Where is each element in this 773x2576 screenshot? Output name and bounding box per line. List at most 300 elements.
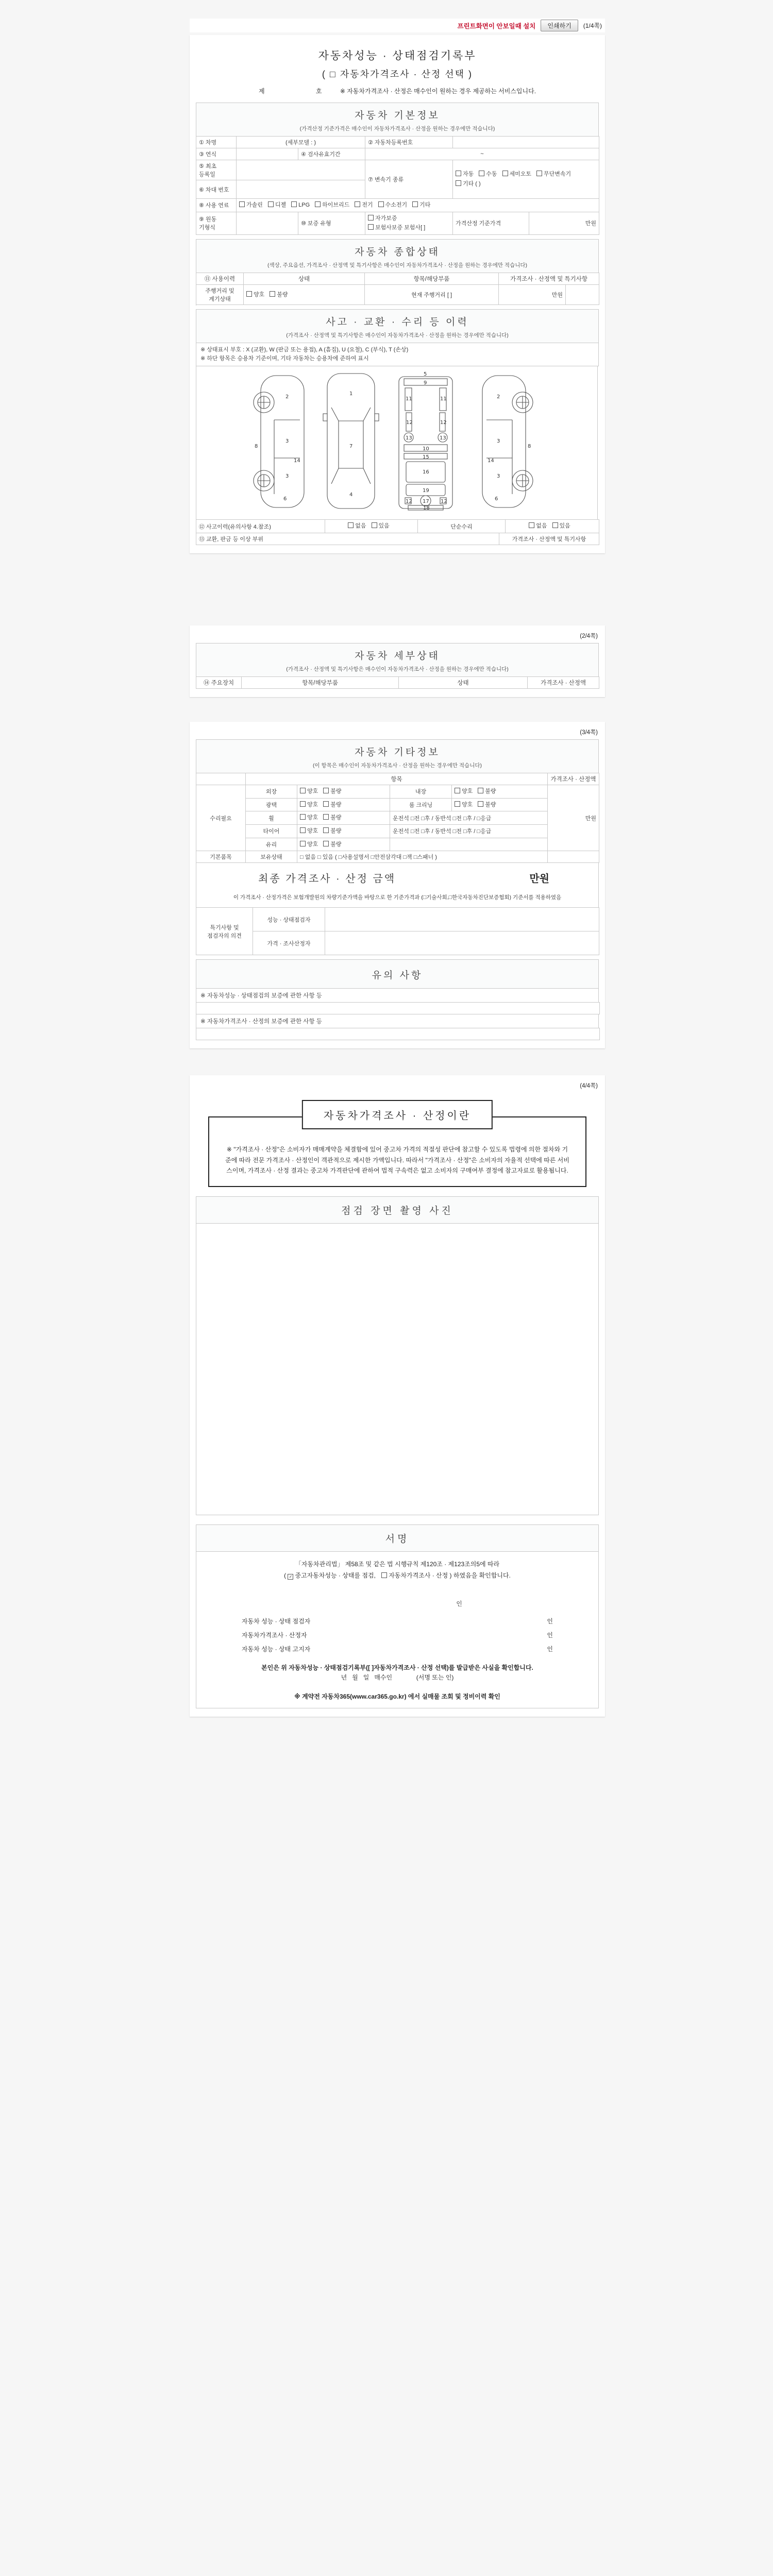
page-number-badge: (1/4쪽) xyxy=(583,22,602,29)
exchange-panel-table xyxy=(196,533,599,545)
checkbox-icon xyxy=(323,827,329,833)
check-option xyxy=(552,521,570,531)
table-row xyxy=(196,137,599,148)
option-group xyxy=(300,802,347,808)
checkbox-icon xyxy=(300,827,306,833)
check-option xyxy=(455,787,473,796)
option-label: 있음 xyxy=(559,523,570,530)
checkbox-icon xyxy=(348,522,354,528)
option-label: 불량 xyxy=(330,815,342,821)
option-group xyxy=(300,841,347,848)
section-note: (색상, 주요옵션, 가격조사 · 산정액 및 특기사항은 매수인이 자동차가격조사 · 산정을 원하는 경우에만 적습니다) xyxy=(267,262,528,269)
option-label: 기타 xyxy=(419,202,431,208)
section-title: 자동차 기본정보 xyxy=(355,110,440,121)
svg-text:13: 13 xyxy=(440,435,446,442)
check-option xyxy=(412,200,430,210)
option-label: 불량 xyxy=(330,788,342,794)
row-label: 성능 · 상태점검자 xyxy=(253,908,325,931)
option-group xyxy=(300,828,347,834)
tire-position-note: 운전석 □전 □후 / 동반석 □전 □후 / □응급 xyxy=(390,824,548,838)
check-option xyxy=(355,200,373,210)
table-row xyxy=(196,520,599,533)
group-label: 수리필요 xyxy=(196,785,246,851)
vin-value xyxy=(237,180,365,199)
checkbox-icon xyxy=(455,801,460,807)
status-options xyxy=(297,824,390,838)
row-label: 주행거리 및 계기상태 xyxy=(196,285,244,305)
year-value xyxy=(237,148,298,160)
simple-repair-options xyxy=(506,520,599,533)
option-group xyxy=(529,523,576,529)
table-row xyxy=(196,811,599,825)
base-price-value: 만원 xyxy=(529,212,599,234)
state-code-legend xyxy=(196,343,599,366)
section-notice-header xyxy=(196,959,599,989)
date-signature-line: 년 월 일 매수인 (서명 또는 인) xyxy=(341,1673,454,1681)
option-group xyxy=(455,788,501,794)
checkbox-icon xyxy=(529,522,534,528)
status-options xyxy=(244,285,365,305)
section-accident-header xyxy=(196,309,599,343)
checkbox-icon xyxy=(378,201,384,207)
signer-label: 자동차 성능 · 상태 점검자 xyxy=(242,1617,311,1625)
svg-text:14: 14 xyxy=(488,458,494,464)
option-label: 불량 xyxy=(277,291,288,298)
fuel-options xyxy=(237,199,599,212)
check-option xyxy=(478,800,496,810)
svg-text:13: 13 xyxy=(406,435,412,442)
svg-text:2: 2 xyxy=(497,394,500,400)
check-option xyxy=(323,826,341,836)
signer-row xyxy=(196,1614,598,1628)
section-detail-header xyxy=(196,643,599,677)
svg-text:3: 3 xyxy=(497,438,500,445)
table-row xyxy=(196,798,599,811)
signature-section-body xyxy=(196,1552,599,1708)
check-option xyxy=(270,290,288,300)
seal-label: 인 xyxy=(547,1631,553,1639)
submodel-field: (세부모델 : ) xyxy=(237,137,365,148)
etc-info-table xyxy=(196,773,599,863)
reg-no-value xyxy=(453,137,599,148)
option-group xyxy=(300,788,347,794)
checkbox-icon xyxy=(456,180,461,186)
price-survey-definition-box xyxy=(208,1110,586,1187)
notes-cell xyxy=(566,285,599,305)
status-options xyxy=(297,838,390,851)
signer-row xyxy=(196,1642,598,1656)
option-group xyxy=(456,171,576,187)
option-label: 양호 xyxy=(462,788,473,794)
svg-text:9: 9 xyxy=(424,380,427,386)
section-basic-info-header xyxy=(196,103,599,137)
signature-law-text xyxy=(196,1559,598,1581)
document-number: 제 호 xyxy=(258,88,325,95)
basic-info-table xyxy=(196,136,599,235)
stock-options: □ 없음 □ 있음 ( □사용설명서 □안전삼각대 □잭 □스패너 ) xyxy=(297,851,548,863)
check-option xyxy=(300,787,318,796)
checkbox-icon xyxy=(270,291,275,297)
final-price-box xyxy=(196,862,599,908)
service-note: ※ 자동차가격조사 · 산정은 매수인이 원하는 경우 제공하는 서비스입니다. xyxy=(340,88,536,95)
inspection-photo-placeholder xyxy=(196,1224,599,1515)
checkbox-icon xyxy=(323,814,329,820)
print-preview-page xyxy=(0,19,773,2576)
checkbox-icon xyxy=(368,224,374,230)
field-label: ⑩ 보증 유형 xyxy=(298,212,365,234)
item-label: 보유상태 xyxy=(246,851,297,863)
print-toolbar xyxy=(190,19,605,32)
signer-row xyxy=(196,1628,598,1642)
option-label: 있음 xyxy=(378,523,390,530)
option-group xyxy=(300,815,347,821)
install-plugin-note: 프린트화면이 안보일때 설치 xyxy=(457,22,536,30)
section-title: 자동차 종합상태 xyxy=(355,247,440,258)
svg-text:15: 15 xyxy=(423,454,429,461)
checkbox-icon xyxy=(456,171,461,176)
table-row xyxy=(196,824,599,838)
section-overall-header xyxy=(196,239,599,273)
buyer-confirm-text: 본인은 위 자동차성능 · 상태점검기록부([ ]자동차가격조사 · 산정 선택)를 발급받은 사실을 확인합니다. xyxy=(261,1664,533,1671)
checkbox-icon xyxy=(323,801,329,807)
option-label: 불량 xyxy=(485,788,496,794)
status-options xyxy=(297,785,390,798)
field-label: ⑨ 원동 기형식 xyxy=(196,212,237,234)
option-label: 양호 xyxy=(307,815,318,821)
checkbox-icon xyxy=(536,171,542,176)
column-header: 가격조사 · 산정액 xyxy=(548,773,599,785)
group-label: 기본품목 xyxy=(196,851,246,863)
svg-text:4: 4 xyxy=(349,492,353,498)
inspector-opinion-table xyxy=(196,907,599,955)
field-label: ① 차명 xyxy=(196,137,237,148)
column-header: 가격조사 · 산정액 및 특기사항 xyxy=(499,273,599,285)
svg-text:12: 12 xyxy=(440,420,447,426)
checkbox-icon xyxy=(502,171,508,176)
check-option xyxy=(315,200,349,210)
check-option xyxy=(529,521,547,531)
item-label: 휠 xyxy=(246,811,297,825)
check-option xyxy=(455,800,473,810)
check-option xyxy=(300,800,318,810)
table-row xyxy=(196,285,599,305)
form-page-3 xyxy=(190,722,605,1048)
first-reg-value xyxy=(237,160,365,180)
option-label: 양호 xyxy=(307,827,318,834)
status-options xyxy=(297,811,390,825)
field-label: ⑦ 변속기 종류 xyxy=(365,160,453,199)
notice-section-b-title: ※ 자동차가격조사 · 산정의 보증에 관한 사항 등 xyxy=(196,1014,599,1028)
table-row xyxy=(196,160,599,180)
check-option xyxy=(300,840,318,850)
check-option xyxy=(323,840,341,850)
column-header: 가격조사 · 산정액 xyxy=(528,676,599,688)
option-group xyxy=(246,292,293,298)
final-price-label: 최종 가격조사 · 산정 금액 xyxy=(258,873,396,885)
svg-text:18: 18 xyxy=(423,505,430,512)
svg-text:3: 3 xyxy=(497,473,500,480)
photo-section-title: 점검 장면 촬영 사진 xyxy=(196,1196,599,1224)
check-option xyxy=(300,826,318,836)
car-diagram-svg xyxy=(232,369,562,514)
check-option xyxy=(378,200,408,210)
svg-text:6: 6 xyxy=(283,496,287,502)
signer-label: 자동차 성능 · 상태 고지자 xyxy=(242,1645,311,1653)
empty-cell xyxy=(390,838,548,851)
option-label: 불량 xyxy=(330,827,342,834)
item-label: 광택 xyxy=(246,798,297,811)
field-label: ④ 검사유효기간 xyxy=(298,148,365,160)
field-label: ⑥ 차대 번호 xyxy=(196,180,237,199)
option-label: 디젤 xyxy=(275,202,287,208)
table-row xyxy=(196,148,599,160)
definition-box-text: ※ "가격조사 · 산정"은 소비자가 매매계약을 체결함에 있어 중고차 가격의 적절성 판단에 참고할 수 있도록 법령에 의한 절차와 기준에 따라 전문 가격조사 · 산정인이 객관적으로 제시한 가액입니다. 따라서 "가격조사 · 산정"은 소비자의 자율적 선택에 따른 서비스이며, 가격조사 · 산정 결과는 중고차 가격판단에 관하여 법적 구속력은 없고 소비자의 구매여부 결정에 참고자료로 활용됩니다. xyxy=(225,1146,569,1175)
svg-text:3: 3 xyxy=(285,473,289,480)
option-label: 수소전기 xyxy=(385,202,408,208)
car365-footer-note: ※ 계약전 자동차365(www.car365.go.kr) 에서 실매물 조회 및 정비이력 확인 xyxy=(294,1692,500,1700)
checkbox-icon xyxy=(291,201,297,207)
column-header: ⑪ 사용이력 xyxy=(196,273,244,285)
law-text: ) 하였음을 확인합니다. xyxy=(448,1572,511,1580)
form-page-1 xyxy=(190,35,605,553)
svg-text:5: 5 xyxy=(424,371,427,378)
field-label: ⑧ 사용 연료 xyxy=(196,199,237,212)
checkbox-icon xyxy=(323,788,329,793)
page-number-badge: (2/4쪽) xyxy=(580,633,598,639)
definition-box-title: 자동차가격조사 · 산정이란 xyxy=(302,1100,493,1129)
legend-line: ※ 하단 항목은 승용차 기준이며, 기타 자동차는 승용차에 준하여 표시 xyxy=(200,355,369,362)
checkbox-icon xyxy=(552,522,558,528)
svg-text:8: 8 xyxy=(528,444,531,450)
option-label: 기타 ( ) xyxy=(463,181,481,187)
column-header: 항목/해당부품 xyxy=(242,676,399,688)
check-option xyxy=(368,214,397,224)
table-header-row xyxy=(196,676,599,688)
section-note: (가격조사 · 산정액 및 특기사항은 매수인이 자동차가격조사 · 산정을 원하는 경우에만 적습니다) xyxy=(286,666,509,672)
law-line xyxy=(196,1570,598,1582)
check-option xyxy=(348,521,366,531)
option-label: 양호 xyxy=(307,788,318,794)
status-options xyxy=(452,798,548,811)
checkbox-icon xyxy=(315,201,321,207)
option-label: 보험사보증 보험사[ ] xyxy=(375,225,426,231)
option-group xyxy=(368,215,430,231)
accident-options xyxy=(325,520,418,533)
check-option xyxy=(372,521,390,531)
check-option xyxy=(456,170,474,179)
law-check-label: 자동차가격조사 · 산정 xyxy=(389,1572,448,1580)
svg-text:10: 10 xyxy=(423,446,429,452)
print-button[interactable]: 인쇄하기 xyxy=(541,20,578,31)
checkbox-icon xyxy=(323,841,329,846)
column-header: ⑬ 교환, 판금 등 이상 부위 xyxy=(196,533,499,545)
table-header-row xyxy=(196,273,599,285)
option-label: 자동 xyxy=(463,171,474,178)
option-label: 가솔린 xyxy=(246,202,263,208)
svg-text:6: 6 xyxy=(495,496,498,502)
car-damage-diagram xyxy=(196,366,598,520)
checkbox-icon xyxy=(355,201,360,207)
final-price-note: 이 가격조사 · 산정가격은 보험개발원의 차량기준가액을 바탕으로 한 기준가격과 (□기술사회,□한국자동차진단보증협회) 기준서를 적용하였음 xyxy=(233,894,562,901)
column-header: 상태 xyxy=(399,676,528,688)
svg-text:16: 16 xyxy=(423,469,429,476)
field-label: 가격산정 기준가격 xyxy=(453,212,529,234)
svg-text:12: 12 xyxy=(406,499,412,505)
form-title: 자동차성능 · 상태점검기록부 xyxy=(318,50,477,62)
overall-state-table xyxy=(196,273,599,305)
check-option xyxy=(300,813,318,823)
checkbox-icon xyxy=(246,291,252,297)
svg-text:2: 2 xyxy=(285,394,289,400)
option-label: 하이브리드 xyxy=(322,202,350,208)
row-label: 가격 · 조사산정자 xyxy=(253,931,325,955)
price-cell: 만원 xyxy=(499,285,566,305)
check-option xyxy=(368,223,425,233)
option-label: 없음 xyxy=(536,523,547,530)
svg-text:19: 19 xyxy=(423,488,429,494)
column-header xyxy=(196,773,246,785)
document-number-line xyxy=(196,80,599,103)
check-option xyxy=(478,787,496,796)
option-label: 양호 xyxy=(254,291,265,298)
check-option xyxy=(246,290,264,300)
checkbox-icon xyxy=(368,215,374,221)
opinion-value xyxy=(325,931,599,955)
option-label: 전기 xyxy=(362,202,373,208)
section-title: 자동차 세부상태 xyxy=(355,650,440,662)
price-cell: 만원 xyxy=(548,785,599,851)
page-number-badge: (3/4쪽) xyxy=(580,729,598,736)
option-group xyxy=(348,523,395,529)
field-label: ③ 연식 xyxy=(196,148,237,160)
checkbox-icon xyxy=(300,841,306,846)
svg-text:3: 3 xyxy=(285,438,289,445)
item-cell: 현재 주행거리 [ ] xyxy=(365,285,499,305)
checkbox-icon xyxy=(412,201,418,207)
detail-state-table xyxy=(196,676,599,689)
option-label: 무단변속기 xyxy=(544,171,572,178)
svg-text:1: 1 xyxy=(349,391,353,397)
item-label: 외장 xyxy=(246,785,297,798)
table-row xyxy=(196,199,599,212)
check-option xyxy=(456,179,481,189)
svg-text:7: 7 xyxy=(349,444,353,450)
dealer-seal-line xyxy=(196,1582,598,1614)
option-label: 불량 xyxy=(330,841,342,848)
opinion-group-label: 특기사항 및 점검자의 의견 xyxy=(196,908,253,955)
section-title: 자동차 기타정보 xyxy=(355,747,440,758)
option-label: 세미오토 xyxy=(509,171,532,178)
option-group xyxy=(455,802,501,808)
checkbox-icon xyxy=(455,788,460,793)
empty-cell xyxy=(548,851,599,863)
check-option xyxy=(323,813,341,823)
check-option xyxy=(291,200,310,210)
check-option xyxy=(536,170,571,179)
checkbox-icon xyxy=(478,788,483,793)
option-label: LPG xyxy=(298,202,310,208)
document-column xyxy=(190,19,605,1717)
column-header: ⑭ 주요장치 xyxy=(196,676,242,688)
svg-text:11: 11 xyxy=(440,396,447,402)
table-row xyxy=(196,851,599,863)
check-option xyxy=(479,170,497,179)
notice-section-a-title: ※ 자동차성능 · 상태점검의 보증에 관한 사항 등 xyxy=(196,988,599,1003)
form-subtitle: ( □ 자동차가격조사 · 산정 선택 ) xyxy=(322,69,473,79)
table-row xyxy=(196,908,599,931)
item-label: 룸 크리닝 xyxy=(390,798,452,811)
section-title: 유의 사항 xyxy=(372,970,423,981)
section-note: (이 항목은 매수인이 자동차가격조사 · 산정을 원하는 경우에만 적습니다) xyxy=(313,762,482,769)
option-label: 수동 xyxy=(486,171,497,178)
checkbox-icon xyxy=(300,788,306,793)
section-note: (가격산정 기준가격은 매수인이 자동차가격조사 · 산정을 원하는 경우에만 적습니다) xyxy=(299,126,495,132)
column-header: 항목 xyxy=(246,773,548,785)
notice-section-b-list xyxy=(196,1028,600,1040)
field-label: ② 자동차등록번호 xyxy=(365,137,453,148)
page-number-badge: (4/4쪽) xyxy=(580,1083,598,1090)
check-option xyxy=(323,800,341,810)
table-header-row xyxy=(196,773,599,785)
option-label: 없음 xyxy=(355,523,366,530)
check-option xyxy=(323,787,341,796)
wheel-position-note: 운전석 □전 □후 / 동반석 □전 □후 / □응급 xyxy=(390,811,548,825)
item-label: 타이어 xyxy=(246,824,297,838)
law-line: 「자동차관리법」 제58조 및 같은 법 시행규칙 제120조 · 제123조의5에 따라 xyxy=(295,1561,500,1568)
svg-text:11: 11 xyxy=(406,396,412,402)
svg-text:14: 14 xyxy=(294,458,300,464)
section-note: (가격조사 · 산정액 및 특기사항은 매수인이 자동차가격조사 · 산정을 원하는 경우에만 적습니다) xyxy=(286,332,509,339)
status-options xyxy=(452,785,548,798)
accident-history-row xyxy=(196,519,599,533)
checkbox-icon xyxy=(478,801,483,807)
warranty-options xyxy=(365,212,453,234)
seal-label: 인 xyxy=(547,1617,553,1625)
item-label: 내장 xyxy=(390,785,452,798)
notice-section-a-list xyxy=(196,1002,600,1014)
checkbox-icon xyxy=(479,171,484,176)
checkbox-icon xyxy=(300,814,306,820)
column-header: 상태 xyxy=(244,273,365,285)
checkbox-icon xyxy=(268,201,274,207)
field-label: ⑫ 사고이력(유의사항 4.참조) xyxy=(196,520,325,533)
column-header: 가격조사 · 산정액 및 특기사항 xyxy=(499,533,599,545)
inspection-period-value: ~ xyxy=(365,148,599,160)
simple-repair-label: 단순수리 xyxy=(418,520,506,533)
option-label: 자가보증 xyxy=(375,215,397,222)
checkbox-icon xyxy=(381,1572,387,1578)
checkbox-icon xyxy=(239,201,245,207)
check-option xyxy=(502,170,532,179)
transmission-options xyxy=(453,160,599,199)
section-title: 사고 · 교환 · 수리 등 이력 xyxy=(326,317,469,328)
engine-type-value xyxy=(237,212,298,234)
opinion-value xyxy=(325,908,599,931)
signature-section-title: 서명 xyxy=(196,1524,599,1552)
checked-checkbox-icon: ✓ xyxy=(288,1574,293,1580)
legend-line: ※ 상태표시 부호 : X (교환), W (판금 또는 용접), A (흠집), U (요철), C (부식), T (손상) xyxy=(200,347,409,353)
svg-text:12: 12 xyxy=(441,499,447,505)
seal-label: 인 xyxy=(547,1645,553,1653)
svg-text:17: 17 xyxy=(423,499,429,505)
table-row xyxy=(196,785,599,798)
signer-label: 자동차가격조사 · 산정자 xyxy=(242,1631,307,1639)
law-check-label: 중고자동차성능 · 상태를 점검, xyxy=(295,1572,376,1580)
checkbox-icon xyxy=(372,522,377,528)
option-label: 양호 xyxy=(307,801,318,808)
table-header-row xyxy=(196,533,599,545)
table-row xyxy=(196,212,599,234)
